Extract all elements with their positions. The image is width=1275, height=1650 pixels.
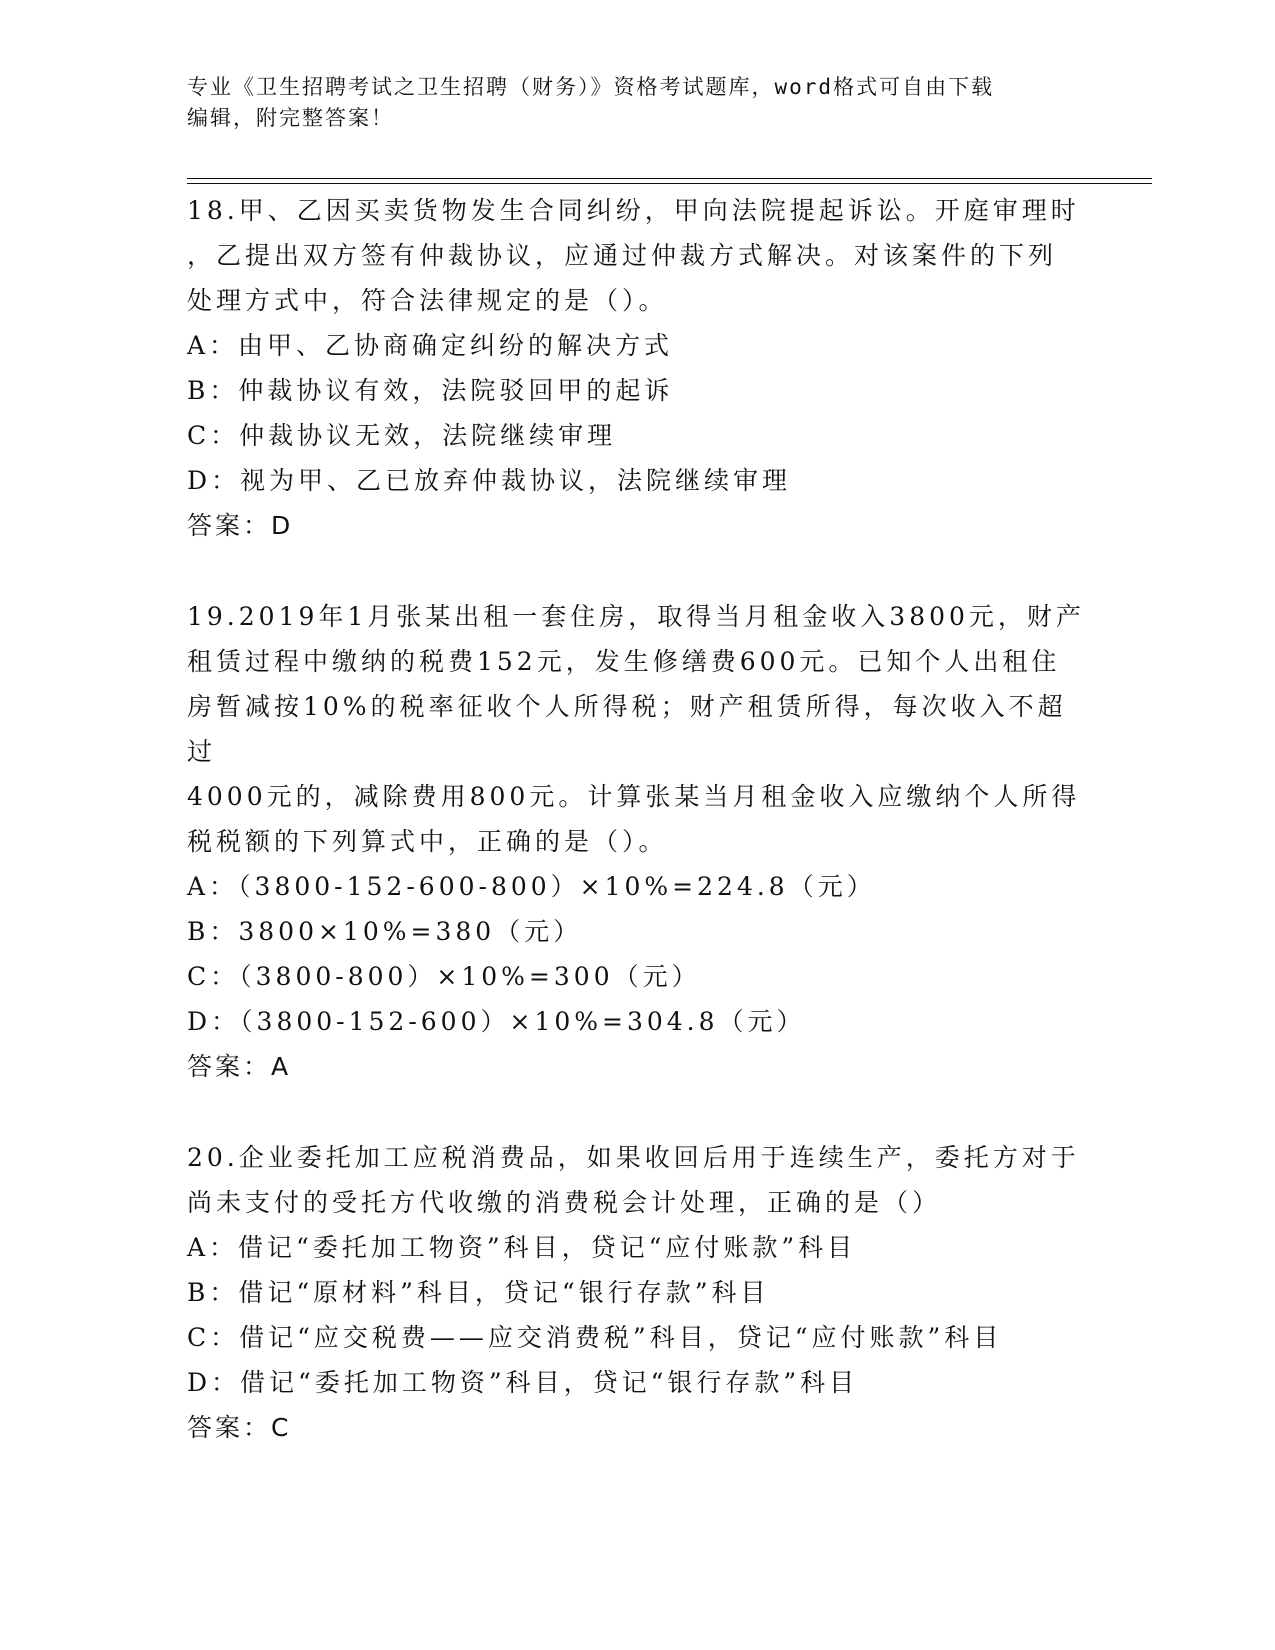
option-a: A：由甲、乙协商确定纠纷的解决方式	[187, 331, 674, 360]
question-list	[187, 188, 1087, 1450]
question-18	[187, 188, 1087, 548]
question-stem-line: 房暂减按10%的税率征收个人所得税；财产租赁所得，每次收入不超过	[187, 692, 1067, 766]
option-a: A：（3800-152-600-800）×10%=224.8（元）	[187, 872, 876, 901]
option-d: D：视为甲、乙已放弃仲裁协议，法院继续审理	[187, 466, 792, 495]
spacer	[187, 1089, 1087, 1135]
answer: 答案：A	[187, 1052, 292, 1081]
question-stem-line: 尚未支付的受托方代收缴的消费税会计处理，正确的是（）	[187, 1188, 942, 1217]
option-c: C：借记“应交税费——应交消费税”科目，贷记“应付账款”科目	[187, 1323, 1003, 1352]
question-stem-line: 20.企业委托加工应税消费品，如果收回后用于连续生产，委托方对于	[187, 1143, 1080, 1172]
question-stem-line: 4000元的，减除费用800元。计算张某当月租金收入应缴纳个人所得	[187, 782, 1081, 811]
option-b: B：仲裁协议有效，法院驳回甲的起诉	[187, 376, 674, 405]
option-b: B：借记“原材料”科目，贷记“银行存款”科目	[187, 1278, 770, 1307]
answer: 答案：C	[187, 1413, 292, 1442]
question-stem-line: 租赁过程中缴纳的税费152元，发生修缮费600元。已知个人出租住	[187, 647, 1061, 676]
question-stem-line: 税税额的下列算式中，正确的是（）。	[187, 827, 668, 856]
option-a: A：借记“委托加工物资”科目，贷记“应付账款”科目	[187, 1233, 857, 1262]
option-c: C：仲裁协议无效，法院继续审理	[187, 421, 617, 450]
header-line-2: 编辑，附完整答案！	[187, 106, 394, 130]
question-stem-line: ，乙提出双方签有仲裁协议，应通过仲裁方式解决。对该案件的下列	[187, 241, 1058, 270]
question-stem-line: 18.甲、乙因买卖货物发生合同纠纷，甲向法院提起诉讼。开庭审理时	[187, 196, 1080, 225]
question-19	[187, 594, 1087, 1089]
option-b: B：3800×10%=380（元）	[187, 917, 583, 946]
option-d: D：（3800-152-600）×10%=304.8（元）	[187, 1007, 806, 1036]
question-20	[187, 1135, 1087, 1450]
header-line-1: 专业《卫生招聘考试之卫生招聘（财务）》资格考试题库，word格式可自由下载	[187, 75, 995, 99]
header-divider-bottom	[187, 183, 1152, 184]
answer: 答案：D	[187, 511, 294, 540]
option-d: D：借记“委托加工物资”科目，贷记“银行存款”科目	[187, 1368, 859, 1397]
question-stem-line: 19.2019年1月张某出租一套住房，取得当月租金收入3800元，财产	[187, 602, 1085, 631]
spacer	[187, 548, 1087, 594]
header-divider-top	[187, 178, 1152, 179]
option-c: C：（3800-800）×10%=300（元）	[187, 962, 701, 991]
document-header	[187, 72, 1067, 134]
question-stem-line: 处理方式中，符合法律规定的是（）。	[187, 286, 668, 315]
